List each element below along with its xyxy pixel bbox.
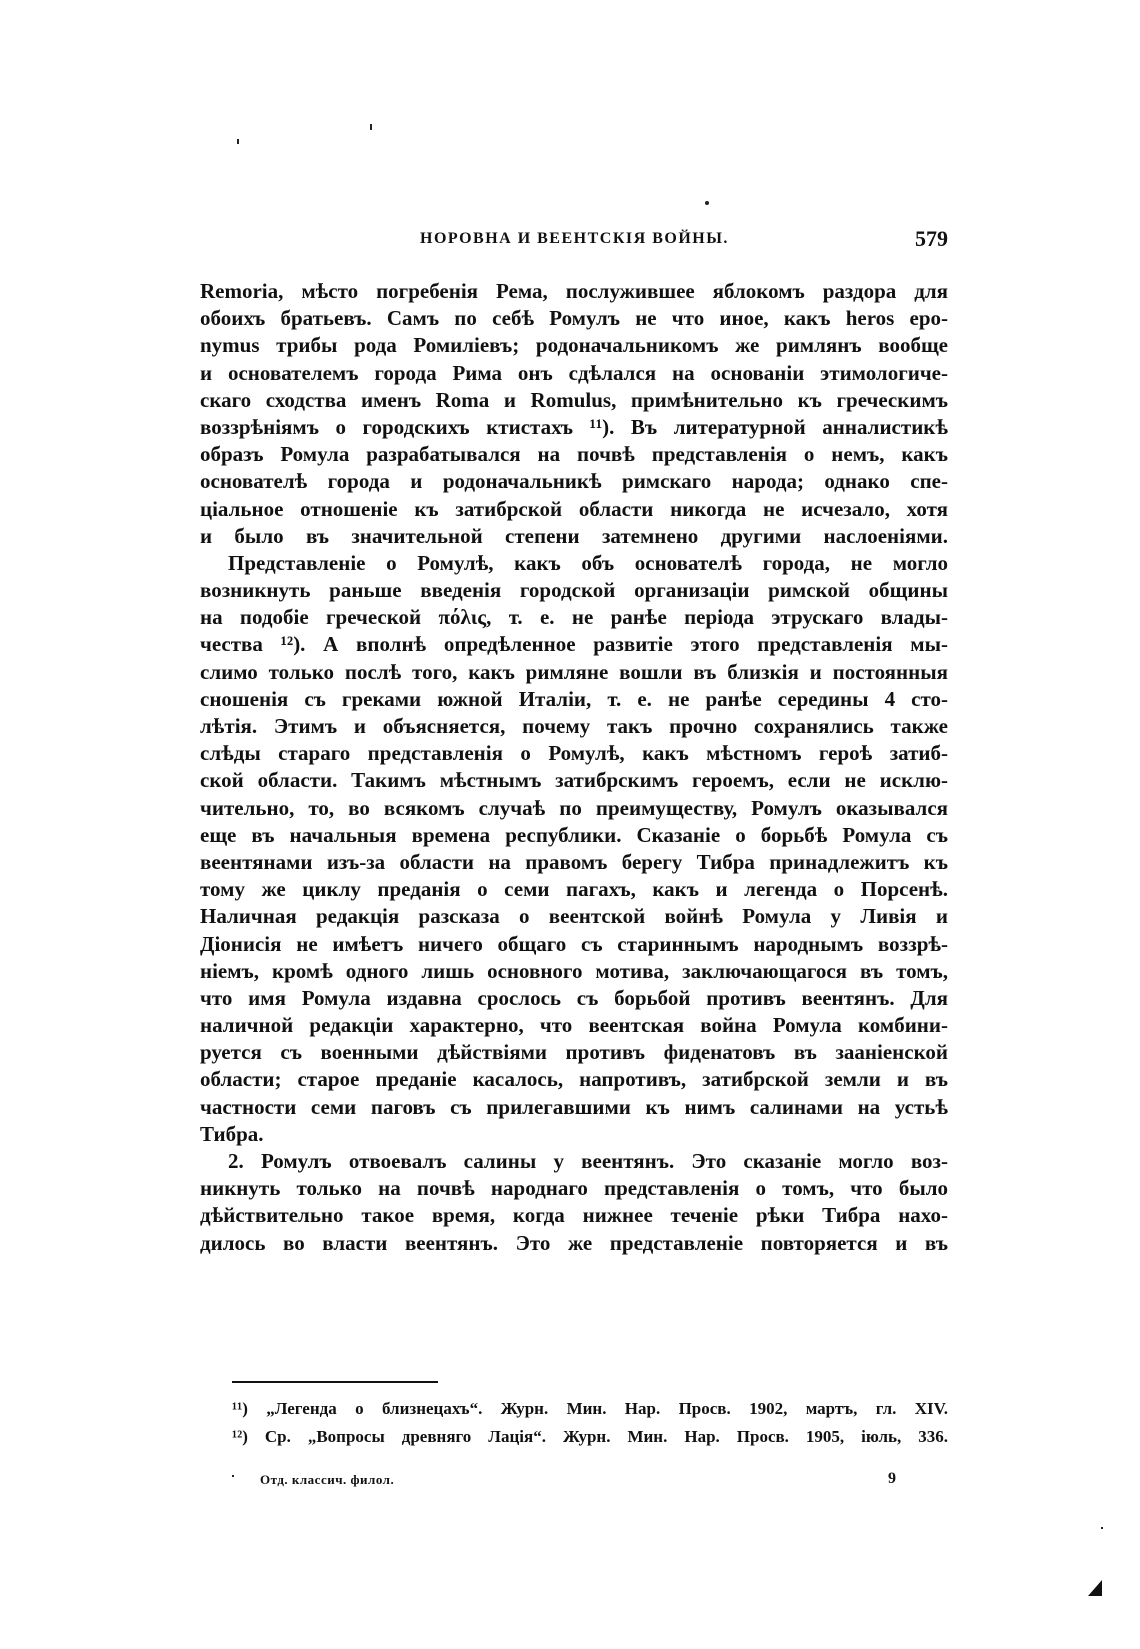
running-head: НОРОВНА И ВЕЕНТСКІЯ ВОЙНЫ. bbox=[420, 230, 729, 247]
footnote-11: ¹¹) „Легенда о близнецахъ“. Журн. Мин. Нар. Просв. 1902, мартъ, гл. XIV. bbox=[232, 1399, 948, 1418]
text-line: частности семи паговъ съ прилегавшими къ нимъ салинами на устьѣ bbox=[200, 1094, 948, 1119]
text-line: тому же циклу преданія о семи пагахъ, какъ и легенда о Порсенѣ. bbox=[200, 877, 948, 902]
body-text bbox=[200, 278, 948, 1257]
scan-speck bbox=[1101, 1527, 1103, 1529]
text-line: и основателемъ города Рима онъ сдѣлался на основаніи этимологиче- bbox=[200, 360, 948, 385]
text-line: возникнуть раньше введенія городской организаціи римской общины bbox=[200, 578, 948, 603]
text-line: дѣйствительно такое время, когда нижнее теченіе рѣки Тибра нахо- bbox=[200, 1203, 948, 1228]
text-line: дилось во власти веентянъ. Это же представленіе повторяется и въ bbox=[200, 1230, 948, 1255]
text-line: основателѣ города и родоначальникѣ римскаго народа; однако спе- bbox=[200, 469, 948, 494]
signature-number: 9 bbox=[888, 1470, 896, 1487]
text-line: чества ¹²). А вполнѣ опредѣленное развитіе этого представленія мы- bbox=[200, 632, 948, 657]
text-line: скаго сходства именъ Roma и Romulus, примѣнительно къ греческимъ bbox=[200, 387, 948, 412]
printer-signature bbox=[260, 1470, 894, 1492]
text-line: веентянами изъ-за области на правомъ берегу Тибра принадлежитъ къ bbox=[200, 849, 948, 874]
footnote-12: ¹²) Ср. „Вопросы древняго Лація“. Журн. Мин. Нар. Просв. 1905, іюль, 336. bbox=[232, 1427, 948, 1446]
text-line: образъ Ромула разрабатывался на почвѣ представленія о немъ, какъ bbox=[200, 442, 948, 467]
paragraph-3 bbox=[200, 1148, 948, 1257]
text-line: наличной редакціи характерно, что веентская война Ромула комбини- bbox=[200, 1013, 948, 1038]
text-line: еще въ начальныя времена республики. Сказаніе о борьбѣ Ромула съ bbox=[200, 822, 948, 847]
text-line: 2. Ромулъ отвоевалъ салины у веентянъ. Это сказаніе могло воз- bbox=[228, 1149, 948, 1173]
text-line: руется съ военными дѣйствіями противъ фиденатовъ въ зааніенской bbox=[200, 1040, 948, 1065]
text-line: области; старое преданіе касалось, напротивъ, затибрской земли и въ bbox=[200, 1067, 948, 1092]
text-line: Наличная редакція разсказа о веентской войнѣ Ромула у Ливія и bbox=[200, 904, 948, 929]
text-line: слѣды стараго представленія о Ромулѣ, какъ мѣстномъ героѣ затиб- bbox=[200, 741, 948, 766]
footnote-rule bbox=[232, 1381, 438, 1383]
text-line: чительно, то, во всякомъ случаѣ по преимуществу, Ромулъ оказывался bbox=[200, 795, 948, 820]
text-line: лѣтія. Этимъ и объясняется, почему такъ прочно сохранялись также bbox=[200, 714, 948, 738]
page-header bbox=[200, 226, 948, 256]
text-line: воззрѣніямъ о городскихъ ктистахъ ¹¹). Въ литературной анналистикѣ bbox=[200, 414, 948, 439]
scan-speck bbox=[237, 139, 239, 144]
text-line: Remoria, мѣсто погребенія Рема, послужившее яблокомъ раздора для bbox=[200, 279, 948, 303]
scan-corner-mark bbox=[1088, 1580, 1102, 1596]
text-line: что имя Ромула издавна срослось съ борьбой противъ веентянъ. Для bbox=[200, 985, 948, 1010]
scan-speck bbox=[705, 201, 709, 205]
text-line: ской области. Такимъ мѣстнымъ затибрскимъ героемъ, если не исклю- bbox=[200, 768, 948, 793]
footnotes bbox=[232, 1395, 948, 1451]
scan-speck bbox=[232, 1475, 234, 1477]
paragraph-2 bbox=[200, 550, 948, 1148]
signature-label: Отд. классич. филол. bbox=[260, 1472, 395, 1487]
text-line: и было въ значительной степени затемнено другими наслоеніями. bbox=[200, 523, 948, 548]
text-line: Діонисія не имѣетъ ничего общаго съ стариннымъ народнымъ воззрѣ- bbox=[200, 931, 948, 956]
page-number: 579 bbox=[915, 226, 948, 251]
text-line: обоихъ братьевъ. Самъ по себѣ Ромулъ не что иное, какъ heros epo- bbox=[200, 306, 948, 331]
paragraph-1 bbox=[200, 278, 948, 550]
text-line: слимо только послѣ того, какъ римляне вошли въ близкія и постоянныя bbox=[200, 659, 948, 684]
text-line: Представленіе о Ромулѣ, какъ объ основателѣ города, не могло bbox=[228, 550, 948, 575]
scan-speck bbox=[370, 124, 372, 130]
text-line: сношенія съ греками южной Италіи, т. е. не ранѣе середины 4 сто- bbox=[200, 686, 948, 711]
text-line: Тибра. bbox=[200, 1121, 264, 1146]
text-line: ціальное отношеніе къ затибрской области никогда не исчезало, хотя bbox=[200, 496, 948, 521]
text-line: на подобіе греческой πόλις, т. е. не ранѣе періода этрускаго влады- bbox=[200, 605, 948, 630]
text-line: nymus трибы рода Ромиліевъ; родоначальникомъ же римлянъ вообще bbox=[200, 333, 948, 358]
text-line: ніемъ, кромѣ одного лишь основного мотива, заключающагося въ томъ, bbox=[200, 958, 948, 983]
text-line: никнуть только на почвѣ народнаго представленія о томъ, что было bbox=[200, 1176, 948, 1201]
